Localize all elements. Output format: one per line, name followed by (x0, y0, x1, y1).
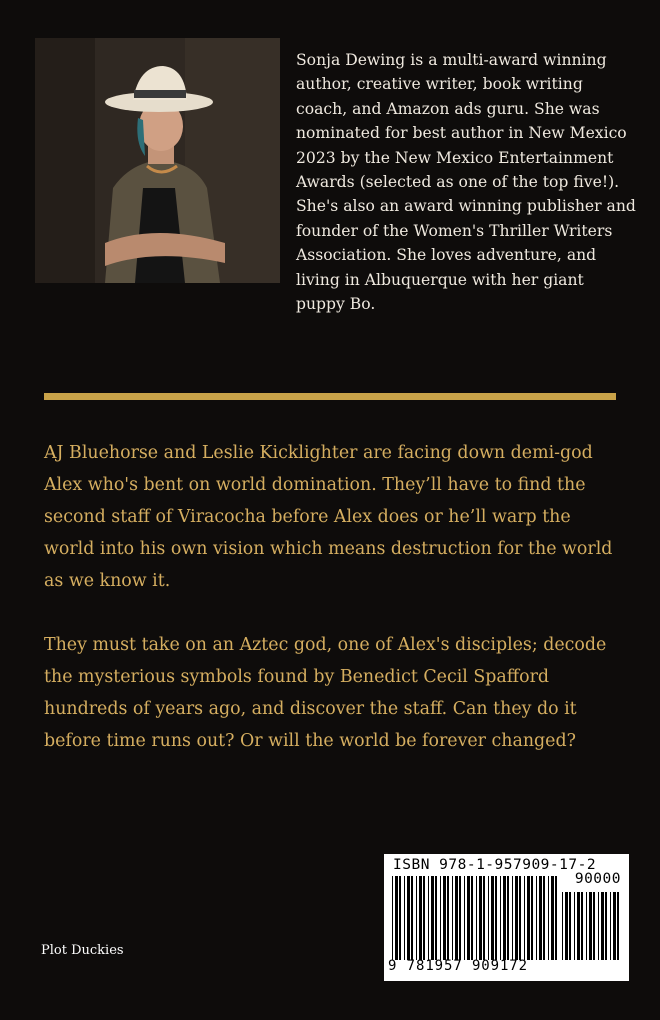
isbn-label: ISBN 978-1-957909-17-2 (393, 857, 597, 873)
price-code: 90000 (574, 871, 621, 887)
isbn-barcode (384, 854, 629, 981)
book-blurb (44, 437, 624, 789)
barcode-digits: 9 781957 909172 (388, 958, 528, 974)
gold-divider (44, 393, 616, 400)
blurb-paragraph-1: AJ Bluehorse and Leslie Kicklighter are facing down demi-god Alex who's bent on world domination. They’ll have to find the second staff of Viracocha before Alex does or he’ll warp the world into his own vision which means destruction for the world as we know it. (44, 443, 613, 591)
author-photo (35, 38, 280, 283)
ean-barcode-bars (390, 876, 558, 960)
blurb-paragraph-2: They must take on an Aztec god, one of Alex's disciples; decode the mysterious symbols found by Benedict Cecil Spafford hundreds of years ago, and discover the staff. Can they do it before time runs out? Or will the world be forever changed? (44, 635, 607, 751)
addon-barcode-bars (560, 892, 622, 960)
publisher-name: Plot Duckies (41, 943, 124, 958)
author-bio: Sonja Dewing is a multi-award winning author, creative writer, book writing coach, and Amazon ads guru. She was nominated for best author in New Mexico 2023 by the New Mexico Entertainment Awards (selected as one of the top five!). She's also an award winning publisher and founder of the Women's Thriller Writers Association. She loves adventure, and living in Albuquerque with her giant puppy Bo. (296, 51, 636, 314)
